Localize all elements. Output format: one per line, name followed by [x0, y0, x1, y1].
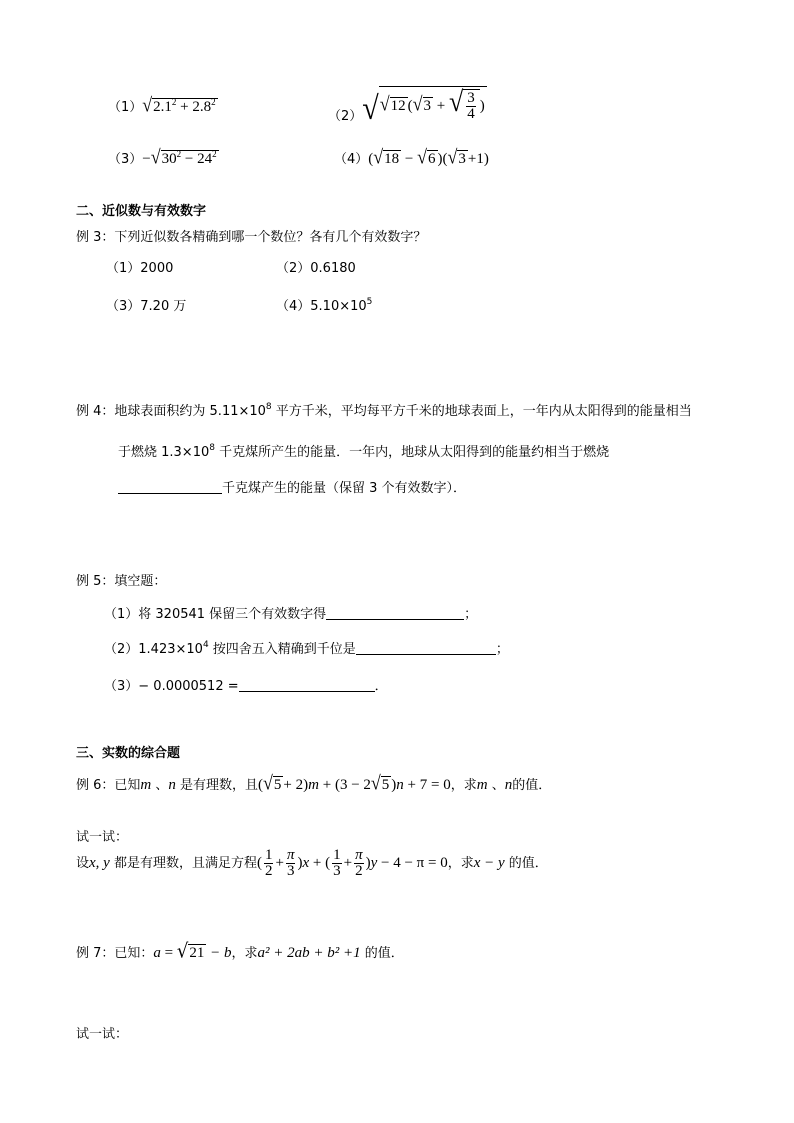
try-it-1-label: 试一试： — [76, 830, 129, 845]
ex2-item-3: $(3)-√30^2 - 24^2$ — [108, 145, 217, 168]
ex2-item-2-radicand: √12 (√3 + √ $\frac{3}{4}$ ) — [379, 85, 485, 122]
radical-sign-icon: √ — [449, 85, 464, 118]
ex4-line-1: 例 4：地球表面积约为 $5.11\times 10^8$ 平方千米，平均每平方千米的地球表面上，一年内从太阳得到的能量相当 — [76, 402, 692, 419]
ex3-item-2: （2）0.6180 — [276, 261, 356, 276]
radical-sign-icon: √ — [142, 93, 153, 116]
ex6-line: 例 6：已知m 、n 是有理数，且(√5 + 2)m + (3 − 2√5 )n + 7 = 0，求m 、n的值． — [76, 771, 552, 794]
radical-sign-icon: √ — [379, 92, 390, 115]
fraction: $\frac{\pi}{2}$ — [355, 847, 363, 879]
ex3-question: 例 3：下列近似数各精确到哪一个数位？各有几个有效数字？ — [76, 230, 427, 245]
radical-sign-icon: √ — [412, 92, 423, 115]
section-heading-approx: 二、近似数与有效数字 — [76, 204, 207, 219]
ex5-item-2: $(2)1.423\times 10^4$ 按四舍五入精确到千位是 ； — [104, 640, 509, 657]
ex2-item-1: $(1)√2.1^2 + 2.8^2$ — [108, 93, 216, 116]
try-it-2-label: 试一试： — [76, 1027, 129, 1042]
radical-sign-icon: √ — [150, 145, 161, 168]
fraction: $\frac{1}{3}$ — [333, 847, 341, 879]
ex2-item-4: （4）(√18 − √6 )(√3 +1) — [334, 145, 489, 168]
ex4-line-3: 千克煤产生的能量（保留 3 个有效数字）． — [118, 480, 466, 498]
radical-sign-icon: √ — [176, 939, 189, 964]
ex5-title: 例 5：填空题： — [76, 574, 167, 589]
ex5-item-3: （3）− 0.0000512 = ． — [104, 679, 388, 694]
ex4-line-2: 于燃烧 $1.3\times 10^8$ 千克煤所产生的能量．一年内，地球从太阳得到的能量约相当于燃烧 — [118, 443, 610, 460]
ex2-item-1-radicand: $2.1^2 + 2.8^2$ — [153, 97, 216, 115]
ex3-item-1: （1）2000 — [106, 261, 174, 276]
ex4-answer-blank[interactable] — [118, 493, 222, 494]
radical-sign-icon: √ — [417, 145, 428, 168]
ex5-1-answer-blank[interactable] — [326, 619, 464, 620]
fraction: $\frac{\pi}{3}$ — [286, 847, 295, 879]
fraction-3-4: $\frac{3}{4}$ — [467, 90, 475, 122]
radical-sign-icon: √ — [373, 145, 384, 168]
radical-sign-icon: √ — [362, 90, 379, 127]
try-it-1-line: 设x, y 都是有理数，且满足方程( $\frac{1}{2}$ + $\frac{\pi}{3}$ )x + ( $\frac{1}{3}$ + $\frac{\pi}{2}$ )y − 4 − π = 0，求x − y 的值． — [76, 847, 548, 879]
ex3-item-3: （3）7.20 万 — [106, 299, 187, 314]
ex5-2-answer-blank[interactable] — [356, 654, 496, 655]
ex5-item-1: （1）将 320541 保留三个有效数字得 ； — [104, 607, 478, 622]
fraction: $\frac{1}{2}$ — [264, 847, 273, 879]
ex2-item-2: （2）√√12 (√3 + √ $\frac{3}{4}$ ) — [328, 85, 485, 127]
ex6-equation: (√5 + 2)m + (3 − 2√5 )n + 7 = 0 — [258, 771, 451, 794]
radical-sign-icon: √ — [370, 771, 381, 794]
section-heading-real-numbers: 三、实数的综合题 — [76, 746, 181, 761]
radical-sign-icon: √ — [263, 771, 273, 794]
ex7-line: 例 7：已知：a = √21 − b，求a² + 2ab + b² +1 的值． — [76, 939, 404, 964]
radical-sign-icon: √ — [447, 145, 458, 168]
ex5-3-answer-blank[interactable] — [239, 691, 375, 692]
ex3-item-4: $(4)5.10\times 10^5$ — [276, 297, 373, 314]
